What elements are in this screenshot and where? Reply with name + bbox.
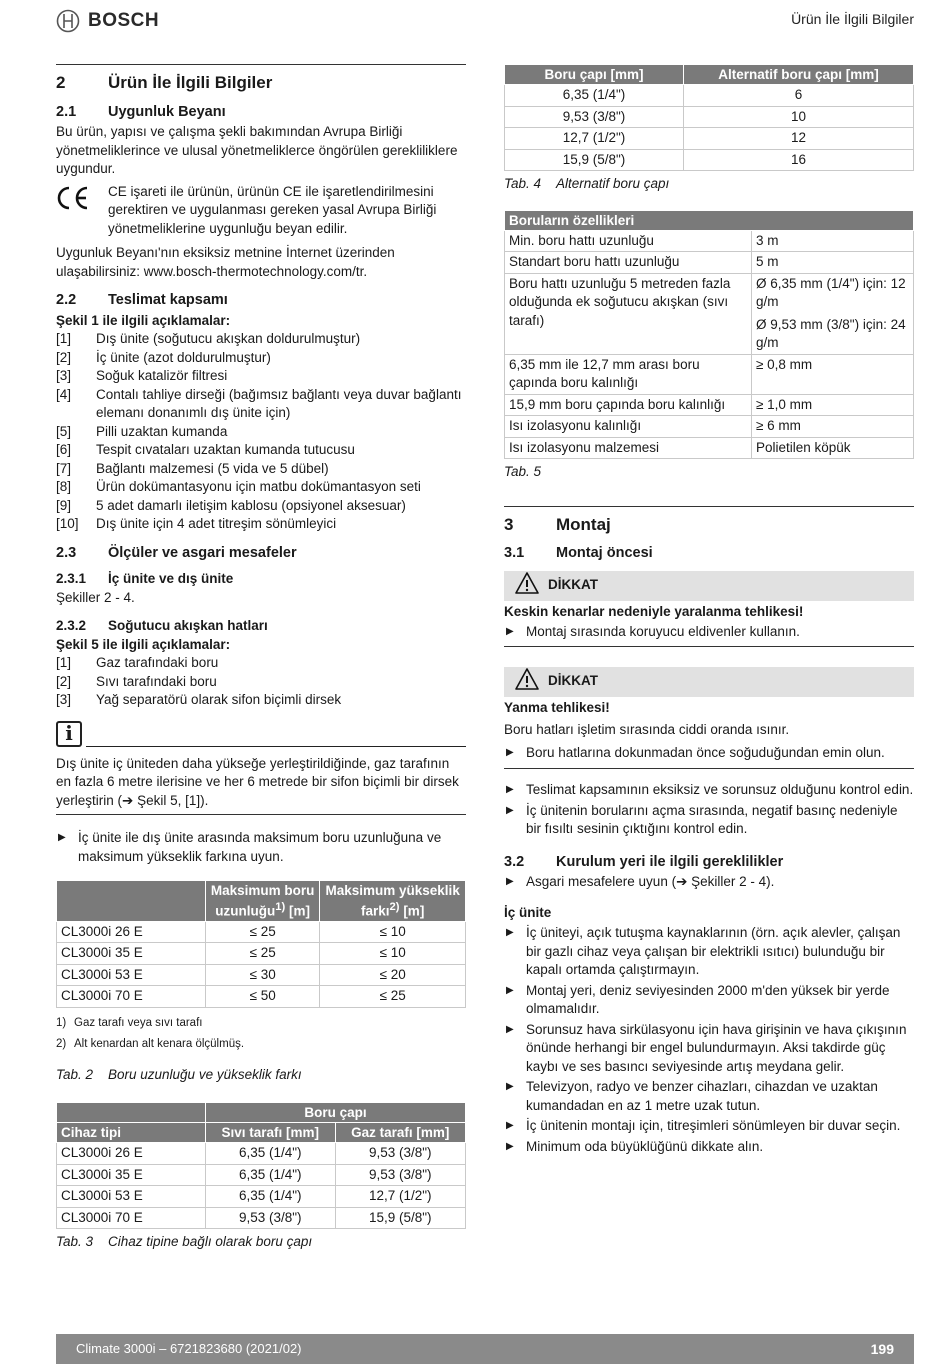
bullet-item: ▶ İç ünite ile dış ünite arasında maksimum boru uzunluğuna ve maksimum yükseklik farkına uyun.	[56, 829, 466, 866]
table-cell: 12,7 (1/2")	[335, 1186, 465, 1208]
table-row	[57, 1143, 466, 1165]
table-cell: CL3000i 70 E	[57, 1207, 206, 1229]
warning-1-title: Keskin kenarlar nedeniyle yaralanma tehlikesi!	[504, 603, 804, 619]
table-cell: 6,35 (1/4")	[206, 1164, 336, 1186]
bullet-arrow-icon: ▶	[506, 626, 514, 637]
legend-key: [10]	[56, 516, 79, 531]
right-column	[504, 64, 914, 1156]
bullet-arrow-icon: ▶	[506, 804, 514, 816]
table-row	[505, 106, 914, 128]
table-cell: ≤ 25	[206, 921, 320, 943]
table-cell: 9,53 (3/8")	[335, 1164, 465, 1186]
bullet-text: Teslimat kapsamının eksiksiz ve sorunsuz olduğunu kontrol edin.	[526, 782, 914, 797]
table-cell: 6,35 (1/4")	[206, 1186, 336, 1208]
list-item	[56, 349, 466, 368]
table-row	[505, 437, 914, 459]
table-cell: 5 m	[752, 252, 914, 274]
bullet-item	[504, 1117, 914, 1136]
legend-text: İç ünite (azot doldurulmuştur)	[96, 349, 271, 365]
section-2-3-2-heading: 2.3.2 Soğutucu akışkan hatları	[56, 618, 268, 633]
table-cell: ≤ 50	[206, 986, 320, 1008]
table-row	[57, 964, 466, 986]
table-cell: Isı izolasyonu malzemesi	[505, 437, 752, 459]
section-2-3-heading: 2.3 Ölçüler ve asgari mesafeler	[56, 544, 297, 561]
legend-key: [2]	[56, 673, 72, 689]
bullet-item	[504, 1138, 914, 1157]
table-cell: Standart boru hattı uzunluğu	[505, 252, 752, 274]
brand-name: BOSCH	[88, 9, 160, 31]
bullet-arrow-icon: ▶	[506, 746, 514, 758]
table-cell: ≤ 25	[320, 986, 466, 1008]
legend-key: [3]	[56, 368, 72, 383]
checklist	[504, 781, 914, 839]
left-column	[56, 64, 466, 1252]
bullet-arrow-icon: ▶	[506, 1081, 514, 1092]
table-row	[505, 394, 914, 416]
table-cell	[752, 273, 914, 354]
bullet-text: İç ünitenin montajı için, titreşimleri sönümleyen bir duvar seçin.	[526, 1118, 901, 1133]
bullet-arrow-icon: ▶	[58, 832, 66, 843]
table-row	[505, 416, 914, 438]
figure-5-legend	[56, 654, 466, 710]
legend-key: [4]	[56, 386, 72, 402]
table-cell-value: Ø 6,35 mm (1/4") için: 12 g/m	[756, 275, 906, 309]
table-row	[57, 1186, 466, 1208]
list-item	[56, 515, 466, 534]
warning-banner-1: DİKKAT	[504, 571, 914, 601]
bullet-item: ▶ Boru hatlarına dokunmadan önce soğuduğundan emin olun.	[504, 744, 914, 763]
table-cell: CL3000i 26 E	[57, 921, 206, 943]
figures-ref-text: Şekiller 2 - 4.	[56, 589, 135, 605]
table-cell: Isı izolasyonu kalınlığı	[505, 416, 752, 438]
list-item	[56, 497, 466, 516]
table-3-pipe-diameter: Boru çapı Cihaz tipi Sıvı tarafı [mm] Gaz tarafı [mm] CL3000i 26 E 6,35 (1/4") 9,53 (3/8") CL3000i 35 E 6,35 (1/4") 9,53 (3/8") CL3000i 53 E 6,35 (1/4") 12,7 (1/2") CL3000i 70 E 9,53 (3/8") 15,9 (5/8")	[56, 1102, 466, 1229]
warning-triangle-icon	[514, 571, 548, 601]
legend-text: Pilli uzaktan kumanda	[96, 423, 228, 439]
table-header-row: Maksimum boru uzunluğu$^{1)}$ [m] Maksimum yükseklik farkı$^{2)}$ [m]	[57, 881, 466, 922]
list-item	[56, 386, 466, 423]
table-row	[505, 128, 914, 150]
table-cell: ≥ 1,0 mm	[752, 394, 914, 416]
table-cell: Polietilen köpük	[752, 437, 914, 459]
table-2-pipe-length	[56, 880, 466, 1008]
ce-mark-icon	[56, 183, 108, 239]
bullet-text: Minimum oda büyüklüğünü dikkate alın.	[526, 1138, 764, 1154]
table-cell: ≥ 6 mm	[752, 416, 914, 438]
table-row	[57, 1207, 466, 1229]
table-cell: 6,35 (1/4")	[206, 1143, 336, 1165]
legend-text: Yağ separatörü olarak sifon biçimli dirsek	[96, 692, 342, 707]
table-5-pipe-properties: Boruların özellikleri Min. boru hattı uzunluğu 3 m Standart boru hattı uzunluğu 5 m Boru hattı uzunluğu 5 metreden fazla olduğunda ek soğutucu akışkan (sıvı tarafı) Ø 6,35 mm (1/4") için: 12 g/m Ø 9,53 mm (3/8") için: 24 g/m 6,35 mm ile 12,7 mm arası boru çapında boru kalınlığı ≥ 0,8 mm 15,9 mm boru çapında boru kalınlığı ≥ 1,0 mm Isı izolasyonu kalınlığı ≥ 6 mm Isı izolasyonu malzemesi Polietilen köpük	[504, 210, 914, 460]
table-cell: 10	[684, 106, 914, 128]
footnote-1: 1) Gaz tarafı veya sıvı tarafı	[56, 1016, 203, 1029]
legend-text: Soğuk katalizör filtresi	[96, 368, 228, 383]
section-3-heading: 3 Montaj	[504, 506, 914, 535]
table-row	[505, 230, 914, 252]
section-2-3-1-heading: 2.3.1 İç ünite ve dış ünite	[56, 571, 234, 586]
section-3-1-heading: 3.1 Montaj öncesi	[504, 545, 653, 561]
table-2-caption: Tab. 2 Boru uzunluğu ve yükseklik farkı	[56, 1066, 302, 1082]
table-row	[57, 921, 466, 943]
legend-key: [6]	[56, 442, 72, 457]
table-cell: 9,53 (3/8")	[335, 1143, 465, 1165]
table-row	[57, 943, 466, 965]
table-cell: CL3000i 35 E	[57, 1164, 206, 1186]
bullet-text: Montaj yeri, deniz seviyesinden 2000 m'den yüksek bir yerde olmamalıdır.	[526, 982, 890, 1016]
table-row	[505, 149, 914, 171]
footer-bar	[56, 1334, 914, 1364]
header-section-title: Ürün İle İlgili Bilgiler	[791, 11, 914, 27]
table-row	[57, 1164, 466, 1186]
bosch-armature-icon	[56, 9, 80, 33]
table-row	[505, 354, 914, 394]
legend-key: [3]	[56, 692, 72, 707]
table-row	[505, 252, 914, 274]
list-item	[56, 441, 466, 460]
list-item	[56, 654, 466, 673]
table-cell: 15,9 (5/8")	[505, 149, 684, 171]
table-cell: CL3000i 35 E	[57, 943, 206, 965]
table-cell: ≤ 10	[320, 921, 466, 943]
footnote-2: 2) Alt kenardan alt kenara ölçülmüş.	[56, 1037, 245, 1050]
table-cell: 12,7 (1/2")	[505, 128, 684, 150]
list-item	[56, 423, 466, 442]
bullet-item	[504, 802, 914, 839]
bullet-arrow-icon: ▶	[506, 784, 514, 795]
table-row	[505, 85, 914, 107]
info-icon: i	[56, 721, 82, 747]
legend-key: [9]	[56, 497, 72, 513]
table-cell-value: Ø 9,53 mm (3/8") için: 24 g/m	[756, 316, 906, 350]
legend-text: Sıvı tarafındaki boru	[96, 673, 217, 689]
bullet-item	[504, 1021, 914, 1077]
list-item	[56, 673, 466, 692]
legend-key: [8]	[56, 479, 72, 494]
legend-key: [7]	[56, 460, 72, 476]
bullet-arrow-icon: ▶	[506, 1140, 514, 1152]
bullet-arrow-icon: ▶	[506, 984, 514, 996]
indoor-unit-subtitle: İç ünite	[504, 904, 552, 920]
table-cell: CL3000i 26 E	[57, 1143, 206, 1165]
table-cell: ≥ 0,8 mm	[752, 354, 914, 394]
list-item	[56, 367, 466, 386]
table-cell: Boru hattı uzunluğu 5 metreden fazla olduğunda ek soğutucu akışkan (sıvı tarafı)	[505, 273, 752, 354]
info-note	[56, 720, 466, 816]
bullet-arrow-icon: ▶	[506, 1023, 514, 1035]
table-cell: 6	[684, 85, 914, 107]
table-cell: 12	[684, 128, 914, 150]
figure-1-legend-title: Şekil 1 ile ilgili açıklamalar:	[56, 312, 231, 328]
conformity-text: Bu ürün, yapısı ve çalışma şekli bakımından Avrupa Birliği yönetmeliklerince ve ulusal yönetmeliklerce öngörülen gerekliliklere uygundur.	[56, 124, 458, 176]
warning-2-text: Boru hatları işletim sırasında ciddi oranda ısınır.	[504, 722, 790, 737]
table-cell: ≤ 25	[206, 943, 320, 965]
table-cell: 9,53 (3/8")	[505, 106, 684, 128]
table-cell: ≤ 20	[320, 964, 466, 986]
table-3-caption: Tab. 3 Cihaz tipine bağlı olarak boru çapı	[56, 1234, 313, 1249]
table-5-caption: Tab. 5	[504, 464, 542, 479]
table-cell: 9,53 (3/8")	[206, 1207, 336, 1229]
list-item	[56, 460, 466, 479]
legend-text: Dış ünite (soğutucu akışkan doldurulmuştur)	[96, 331, 361, 346]
bullet-text: Sorunsuz hava sirkülasyonu için hava girişinin ve hava çıkışının önünde herhangi bir engel bulundurmayın. Aksi takdirde güç kaybı ve ses basıncı seviyesinde artış meydana gelir.	[526, 1021, 907, 1074]
section-3-2-heading: 3.2 Kurulum yeri ile ilgili gereklilikler	[504, 853, 784, 870]
table-row	[57, 986, 466, 1008]
table-cell: Min. boru hattı uzunluğu	[505, 230, 752, 252]
warning-banner-2: DİKKAT	[504, 667, 914, 697]
bullet-arrow-icon: ▶	[506, 876, 514, 887]
legend-text: Dış ünite için 4 adet titreşim sönümleyici	[96, 516, 337, 531]
table-cell: 6,35 mm ile 12,7 mm arası boru çapında boru kalınlığı	[505, 354, 752, 394]
indoor-unit-requirements	[504, 924, 914, 1156]
figure-5-legend-title: Şekil 5 ile ilgili açıklamalar:	[56, 636, 231, 652]
bullet-item	[504, 781, 914, 800]
table-4-alternative-diameter: Boru çapı [mm] Alternatif boru çapı [mm] 6,35 (1/4") 6 9,53 (3/8") 10 12,7 (1/2") 12 15,9 (5/8") 16	[504, 64, 914, 171]
table-cell: 6,35 (1/4")	[505, 85, 684, 107]
legend-text: Gaz tarafındaki boru	[96, 655, 219, 670]
bullet-item	[504, 924, 914, 980]
bullet-text: Televizyon, radyo ve benzer cihazları, cihazdan ve uzaktan kumandadan en az 1 metre uzak tutun.	[526, 1079, 878, 1113]
table-row	[505, 273, 914, 354]
conformity-url-text: Uygunluk Beyanı'nın eksiksiz metnine İnternet üzerinden ulaşabilirsiniz: www.bosch-thermotechnology.com/tr.	[56, 245, 395, 279]
bullet-item: ▶ Montaj sırasında koruyucu eldivenler kullanın.	[504, 623, 914, 642]
info-text: Dış ünite iç üniteden daha yükseğe yerleştirildiğinde, gaz tarafının en fazla 6 metre ilerisine ve her 6 metrede bir sifon biçimli bir dirsek yerleştirin (➔ Şekil 5, [1]).	[56, 755, 459, 808]
table-cell: 16	[684, 149, 914, 171]
ce-declaration	[56, 183, 466, 239]
section-2-heading: 2 Ürün İle İlgili Bilgiler	[56, 64, 466, 93]
list-item	[56, 691, 466, 710]
legend-text: Ürün dokümantasyonu için matbu dokümantasyon seti	[96, 479, 421, 494]
table-cell: CL3000i 53 E	[57, 1186, 206, 1208]
section-2-1-heading: 2.1 Uygunluk Beyanı	[56, 103, 226, 120]
page-number: 199	[870, 1340, 894, 1357]
bullet-item	[504, 1078, 914, 1115]
legend-key: [1]	[56, 331, 72, 346]
legend-key: [2]	[56, 349, 72, 365]
warning-triangle-icon	[514, 667, 548, 697]
list-item	[56, 478, 466, 497]
warning-2-title: Yanma tehlikesi!	[504, 699, 610, 715]
table-cell: ≤ 30	[206, 964, 320, 986]
table-cell: 15,9 (5/8")	[335, 1207, 465, 1229]
table-cell: ≤ 10	[320, 943, 466, 965]
table-4-caption: Tab. 4 Alternatif boru çapı	[504, 176, 670, 191]
table-cell: CL3000i 70 E	[57, 986, 206, 1008]
figure-1-legend	[56, 330, 466, 534]
bullet-item: ▶ Asgari mesafelere uyun (➔ Şekiller 2 - 4).	[504, 873, 914, 892]
list-item	[56, 330, 466, 349]
table-cell: CL3000i 53 E	[57, 964, 206, 986]
legend-key: [1]	[56, 655, 72, 670]
section-2-2-heading: 2.2 Teslimat kapsamı	[56, 292, 228, 308]
table-cell: 15,9 mm boru çapında boru kalınlığı	[505, 394, 752, 416]
bosch-logo	[56, 6, 159, 36]
bullet-text: İç ünitenin borularını açma sırasında, negatif basınç nedeniyle bir fısıltı sesinin çıktığını kontrol edin.	[526, 802, 898, 836]
footer-doc-id: Climate 3000i – 6721823680 (2021/02)	[76, 1340, 302, 1356]
legend-text: 5 adet damarlı iletişim kablosu (opsiyonel aksesuar)	[96, 497, 406, 513]
ce-text: CE işareti ile ürünün, ürünün CE ile işaretlendirilmesini gerektiren ve uygulanması gereken yasal Avrupa Birliği yönetmeliklerine uygunluğu beyan edilir.	[108, 183, 437, 236]
legend-text: Tespit cıvataları uzaktan kumanda tutucusu	[96, 442, 355, 457]
bullet-item	[504, 982, 914, 1019]
table-cell: 3 m	[752, 230, 914, 252]
bullet-arrow-icon: ▶	[506, 927, 514, 938]
bullet-arrow-icon: ▶	[506, 1120, 514, 1131]
bullet-text: İç üniteyi, açık tutuşma kaynaklarının (örn. açık alevler, çalışan bir gazlı cihaz veya çalışan bir elektrikli ısıtıcı) bulunduğu bir kapalı ortamda çalıştırmayın.	[526, 925, 901, 977]
legend-text: Bağlantı malzemesi (5 vida ve 5 dübel)	[96, 460, 329, 476]
legend-key: [5]	[56, 423, 72, 439]
legend-text: Contalı tahliye dirseği (bağımsız bağlantı veya duvar bağlantı elemanı donanımlı dış ünite için)	[96, 386, 462, 420]
